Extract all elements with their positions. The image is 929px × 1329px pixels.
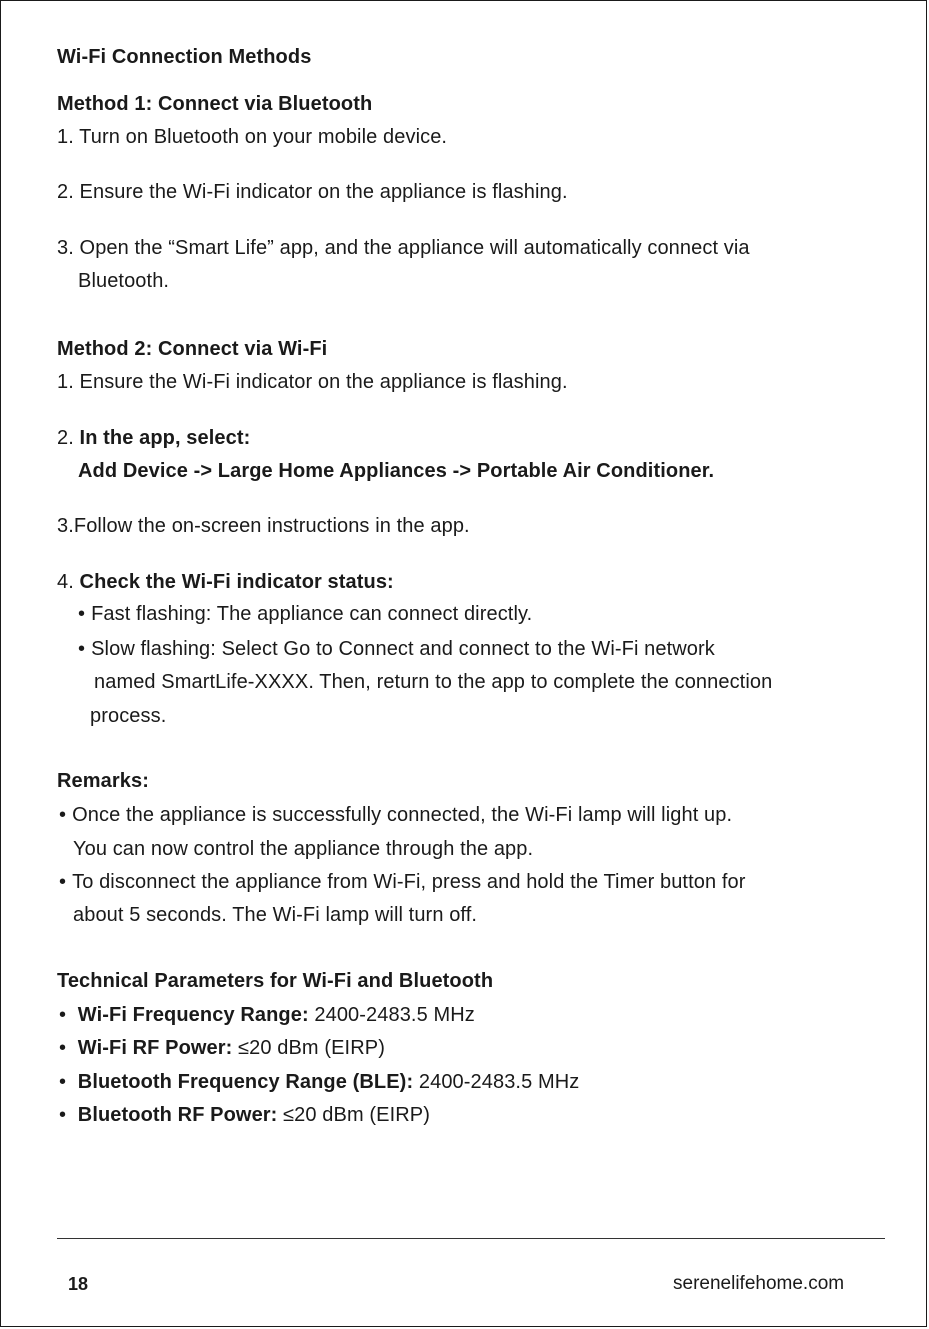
method1-step2: 2. Ensure the Wi-Fi indicator on the appliance is flashing. — [57, 181, 568, 203]
param-bt-frequency — [59, 1070, 579, 1094]
remark-2-line2: about 5 seconds. The Wi-Fi lamp will turn off. — [73, 904, 478, 926]
method2-step2-instruction: In the app, select: — [79, 427, 251, 449]
method1-step1: 1. Turn on Bluetooth on your mobile device. — [57, 126, 448, 148]
page-title: Wi-Fi Connection Methods — [57, 46, 312, 68]
param-label: Bluetooth RF Power: — [77, 1104, 278, 1126]
slow-flashing-item: • Slow flashing: Select Go to Connect and connect to the Wi-Fi network — [78, 637, 715, 661]
page-number: 18 — [68, 1274, 89, 1294]
remark-2: • To disconnect the appliance from Wi-Fi, press and hold the Timer button for — [59, 870, 746, 894]
param-bt-rf-power — [59, 1103, 430, 1127]
method2-step2-number: 2. — [57, 427, 80, 449]
method2-step4 — [57, 570, 394, 594]
method2-step2 — [57, 426, 250, 450]
remark-1: • Once the appliance is successfully connected, the Wi-Fi lamp will light up. — [59, 803, 732, 827]
slow-flashing-line2: named SmartLife-XXXX. Then, return to the app to complete the connection — [94, 671, 773, 693]
website-link[interactable]: serenelifehome.com — [673, 1273, 845, 1294]
method2-step1: 1. Ensure the Wi-Fi indicator on the appliance is flashing. — [57, 371, 568, 393]
param-label: Wi-Fi Frequency Range: — [77, 1004, 309, 1026]
slow-flashing-line3: process. — [90, 705, 167, 727]
param-label: Bluetooth Frequency Range (BLE): — [77, 1071, 414, 1093]
param-value: ≤20 dBm (EIRP) — [277, 1104, 430, 1126]
footer-divider — [57, 1238, 885, 1239]
param-wifi-rf-power — [59, 1036, 385, 1060]
param-value: 2400-2483.5 MHz — [308, 1004, 475, 1026]
param-value: ≤20 dBm (EIRP) — [232, 1037, 385, 1059]
method2-step3: 3.Follow the on-screen instructions in the app. — [57, 515, 470, 537]
method2-heading: Method 2: Connect via Wi-Fi — [57, 338, 328, 360]
param-wifi-frequency — [59, 1003, 475, 1027]
method2-step4-instruction: Check the Wi-Fi indicator status: — [79, 571, 394, 593]
fast-flashing-item: • Fast flashing: The appliance can connect directly. — [78, 602, 532, 626]
remark-1-line2: You can now control the appliance through the app. — [73, 838, 534, 860]
method2-app-path: Add Device -> Large Home Appliances -> Portable Air Conditioner. — [78, 460, 715, 482]
method2-step4-number: 4. — [57, 571, 80, 593]
remarks-heading: Remarks: — [57, 770, 149, 792]
param-value: 2400-2483.5 MHz — [413, 1071, 580, 1093]
technical-heading: Technical Parameters for Wi-Fi and Bluetooth — [57, 970, 494, 992]
method1-heading: Method 1: Connect via Bluetooth — [57, 93, 373, 115]
method1-step3-line2: Bluetooth. — [78, 270, 170, 292]
param-label: Wi-Fi RF Power: — [77, 1037, 233, 1059]
method1-step3-line1: 3. Open the “Smart Life” app, and the appliance will automatically connect via — [57, 237, 750, 259]
